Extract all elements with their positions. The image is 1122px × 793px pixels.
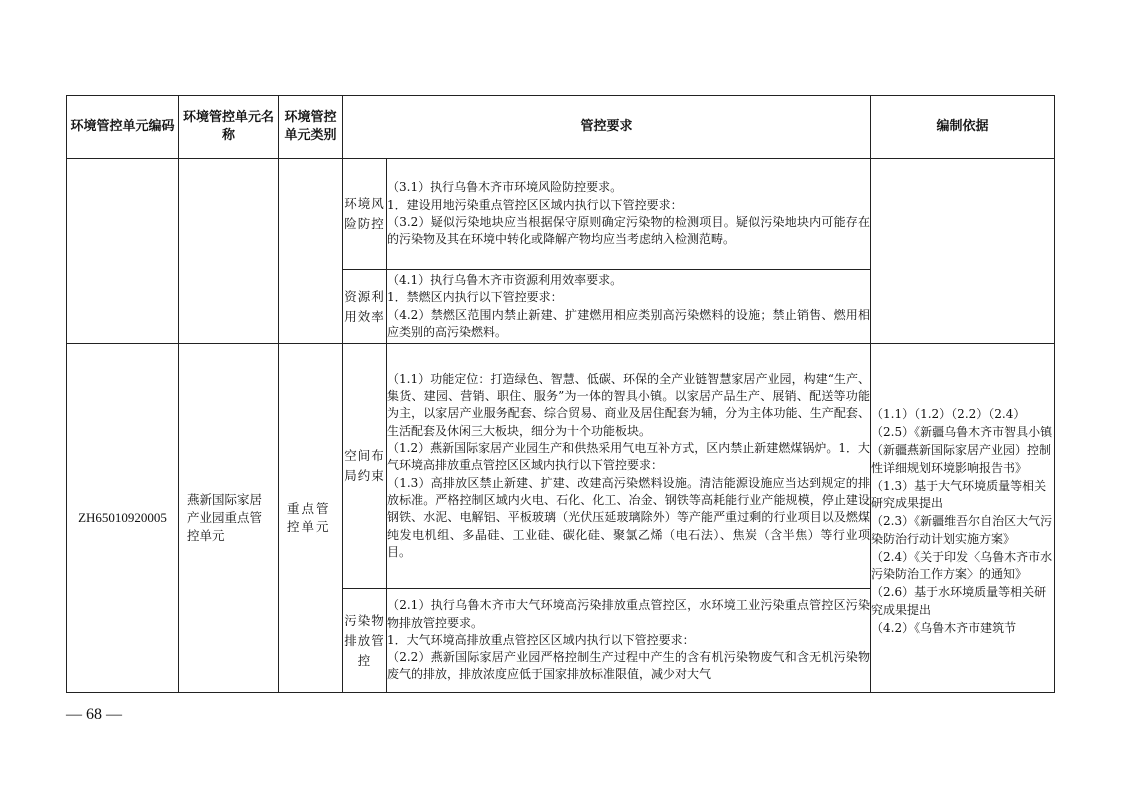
requirement-line: （1.3）高排放区禁止新建、扩建、改建高污染燃料设施。清洁能源设施应当达到规定的排放标准。严格控制区域内火电、石化、化工、冶金、钢铁等高耗能行业产能规模，停止建设钢铁、水泥、电解铝、平板玻璃（光伏压延玻璃除外）等产能严重过剩的行业项目以及燃煤纯发电机组、多晶硅、工业硅、碳化硅、聚氯乙烯（电石法）、焦炭（含半焦）等行业项目。 xyxy=(387,475,871,559)
basis-line: （2.3）《新疆维吾尔自治区大气污染防治行动计划实施方案》 xyxy=(871,514,1053,546)
requirement-line: （2.1）执行乌鲁木齐市大气环境高污染排放重点管控区，水环境工业污染重点管控区污染物排放管控要求。 xyxy=(387,598,871,630)
page-number: — 68 — xyxy=(66,706,122,723)
unit-code-cell-empty xyxy=(67,159,179,344)
basis-line: （1.3）基于大气环境质量等相关研究成果提出 xyxy=(871,478,1047,511)
header-requirements: 管控要求 xyxy=(343,96,871,159)
basis-line: （2.5）《新疆乌鲁木齐市智具小镇（新疆燕新国际家居产业园）控制性详细规划环境影响报告书》 xyxy=(871,425,1053,475)
sub-label-spatial: 空间布局约束 xyxy=(343,344,387,589)
basis-line: （2.6）基于水环境质量等相关研究成果提出 xyxy=(871,585,1047,618)
basis-cell xyxy=(871,344,1055,693)
basis-cell-empty xyxy=(871,159,1055,344)
control-unit-table xyxy=(66,95,1055,693)
sub-label-pollution: 污染物排放管控 xyxy=(343,589,387,693)
requirement-line: （4.1）执行乌鲁木齐市资源利用效率要求。 xyxy=(387,272,623,287)
unit-name: 燕新国际家居产业园重点管控单元 xyxy=(179,344,279,693)
requirement-line: （1.2）燕新国际家居产业园生产和供热采用气电互补方式，区内禁止新建燃煤锅炉。1．大气环境高排放重点管控区区域内执行以下管控要求： xyxy=(387,441,871,473)
requirement-line: （4.2）禁燃区范围内禁止新建、扩建燃用相应类别高污染燃料的设施；禁止销售、燃用相应类别的高污染燃料。 xyxy=(387,307,871,339)
table-row xyxy=(67,159,1055,270)
requirement-line: 1．禁燃区内执行以下管控要求： xyxy=(387,290,563,305)
basis-line: （1.1）（1.2）（2.2）（2.4） xyxy=(871,407,1026,422)
header-category: 环境管控单元类别 xyxy=(279,96,343,159)
unit-category: 重点管控单元 xyxy=(279,344,343,693)
unit-code: ZH65010920005 xyxy=(67,344,179,693)
requirement-risk xyxy=(387,159,871,270)
requirement-resource xyxy=(387,270,871,344)
requirement-line: （3.2）疑似污染地块应当根据保守原则确定污染物的检测项目。疑似污染地块内可能存在的污染物及其在环境中转化或降解产物均应当考虑纳入检测范畴。 xyxy=(387,215,871,247)
sub-label-resource: 资源利用效率 xyxy=(343,270,387,344)
requirement-pollution xyxy=(387,589,871,693)
requirement-line: （1.1）功能定位：打造绿色、智慧、低碳、环保的全产业链智慧家居产业园，构建“生产、集货、建园、营销、职住、服务”为一体的智具小镇。以家居产品生产、展销、配送等功能为主，以家居产业服务配套、综合贸易、商业及居住配套为辅，分为主体功能、生产配套、生活配套及休闲三大板块，细分为十个功能板块。 xyxy=(387,371,871,438)
unit-category-cell-empty xyxy=(279,159,343,344)
requirement-line: 1．大气环境高排放重点管控区区域内执行以下管控要求： xyxy=(387,632,695,647)
basis-line: （2.4）《关于印发〈乌鲁木齐市水污染防治工作方案〉的通知》 xyxy=(871,549,1053,582)
requirement-line: （3.1）执行乌鲁木齐市环境风险防控要求。 xyxy=(387,180,623,195)
header-code: 环境管控单元编码 xyxy=(67,96,179,159)
header-name: 环境管控单元名称 xyxy=(179,96,279,159)
unit-name-cell-empty xyxy=(179,159,279,344)
table-row xyxy=(67,344,1055,589)
table-header-row xyxy=(67,96,1055,159)
header-basis: 编制依据 xyxy=(871,96,1055,159)
basis-line: （4.2）《乌鲁木齐市建筑节 xyxy=(871,620,1017,635)
requirement-spatial xyxy=(387,344,871,589)
sub-label-risk: 环境风险防控 xyxy=(343,159,387,270)
requirement-line: （2.2）燕新国际家居产业园严格控制生产过程中产生的含有机污染物废气和含无机污染物废气的排放，排放浓度应低于国家排放标准限值，减少对大气 xyxy=(387,650,871,682)
requirement-line: 1．建设用地污染重点管控区区域内执行以下管控要求： xyxy=(387,197,683,212)
